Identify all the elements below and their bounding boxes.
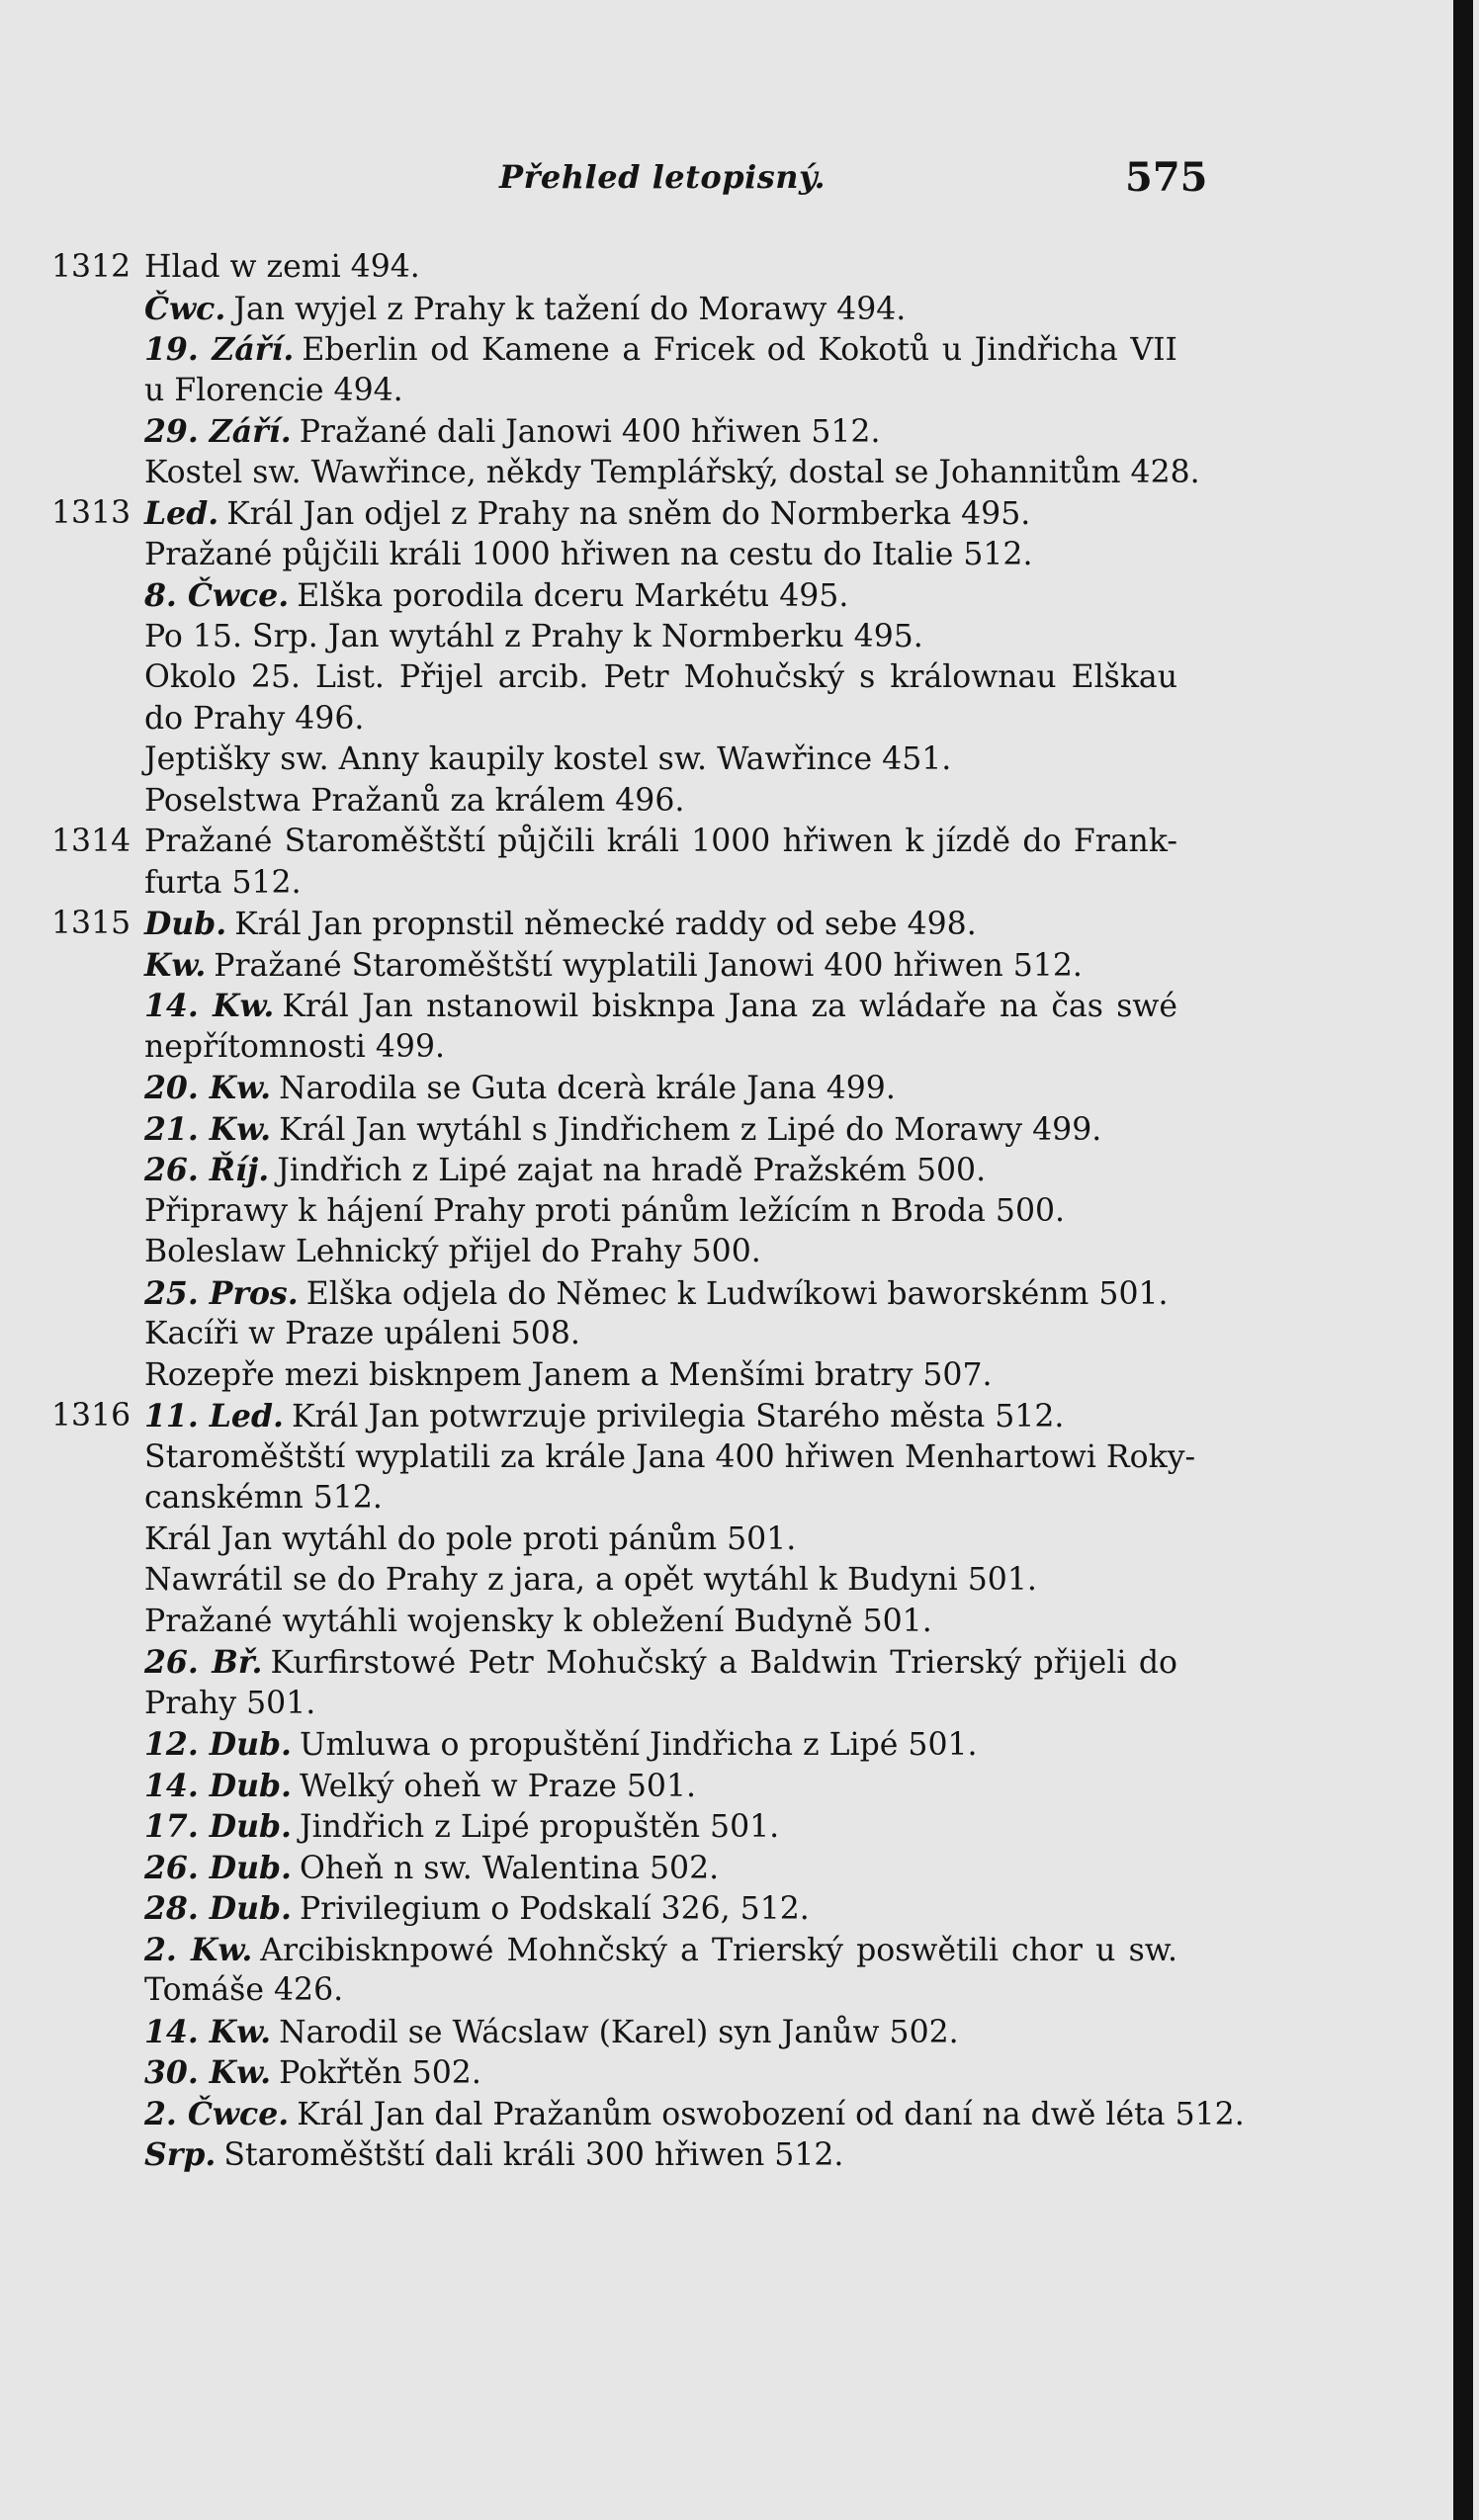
year-label: 1312 [51,249,131,285]
entry-text [144,699,1177,740]
annal-line [0,1848,1479,1889]
entry-date: 11. Led. [144,1398,284,1434]
entry-body: Král Jan wytáhl do pole proti pánům 501. [144,1521,797,1557]
entry-date: 26. Bř. [144,1644,263,1681]
entry-body: do Prahy 496. [144,700,365,737]
page-number: 575 [1125,154,1208,201]
entry-body: canskémn 512. [144,1480,383,1516]
entry-body: Král Jan odjel z Prahy na sněm do Normberka 495. [226,496,1031,532]
entry-date: 20. Kw. [144,1070,272,1106]
entry-body: Boleslaw Lehnický přijel do Prahy 500. [144,1234,761,1269]
annal-line [0,699,1479,740]
annals-list [0,247,1479,2176]
entry-body: Pražané Staroměštští půjčili králi 1000 hřiwen k jízdě do Frank- [144,824,1177,859]
entry-text [144,1068,1177,1110]
annal-line [0,1724,1479,1766]
entry-body: Jindřich z Lipé propuštěn 501. [299,1809,780,1845]
entry-text [144,1766,1177,1808]
annal-line [0,1150,1479,1191]
annal-line [0,493,1479,535]
entry-date: Dub. [144,906,227,942]
entry-text [144,617,1177,658]
entry-body: furta 512. [144,864,302,901]
annal-line [0,781,1479,823]
entry-text [144,1970,1177,2012]
entry-text [144,1191,1177,1233]
entry-date: Kw. [144,946,207,984]
entry-body: Elška porodila dceru Markétu 495. [297,578,849,614]
entry-text [144,1806,1177,1849]
entry-text [144,1478,1177,1520]
entry-body: Kostel sw. Wawřince, někdy Templářský, dostal se Johannitům 428. [144,454,1200,490]
page-title: Přehled letopisný. [499,158,826,196]
entry-date: 2. Kw. [144,1931,253,1968]
entry-date: 12. Dub. [144,1726,292,1763]
year-label: 1314 [51,824,131,859]
annal-line [0,1478,1479,1520]
annal-line [0,535,1479,576]
annal-line [0,453,1479,494]
entry-text [144,657,1177,699]
entry-body: Staroměštští wyplatili za krále Jana 400 hřiwen Menhartowi Roky- [144,1438,1196,1475]
entry-text [144,2012,1177,2054]
entry-text [144,739,1177,781]
annal-line [0,2012,1479,2053]
annal-line [0,1520,1479,1561]
entry-body: Hlad w zemi 494. [144,249,420,285]
running-head [0,154,1479,217]
annal-line [0,1314,1479,1355]
annal-line [0,2134,1479,2176]
entry-text [144,2134,1177,2177]
entry-date: 26. Říj. [144,1152,270,1188]
entry-body: Připrawy k hájení Prahy proti pánům ležícím n Broda 500. [144,1192,1066,1229]
entry-body: Pražané Staroměštští wyplatili Janowi 400 hřiwen 512. [214,947,1083,984]
entry-date: 28. Dub. [144,1890,292,1927]
entry-text [144,1848,1177,1890]
entry-body: Tomáše 426. [144,1972,344,2008]
entry-body: Welký oheň w Praze 501. [299,1768,696,1804]
entry-text [144,1314,1177,1355]
annal-line [0,1068,1479,1109]
entry-body: Staroměštští dali králi 300 hřiwen 512. [223,2137,844,2173]
entry-date: 17. Dub. [144,1808,292,1845]
annal-line [0,329,1479,371]
entry-date: 2. Čwce. [144,2095,290,2132]
entry-date: Srp. [144,2136,217,2173]
entry-body: Umluwa o propuštění Jindřicha z Lipé 501. [299,1727,978,1763]
entry-body: Arcibisknpowé Mohnčský a Trierský poswětili chor u sw. [260,1932,1177,1968]
year-label: 1315 [51,906,131,941]
entry-date: 14. Kw. [144,988,275,1024]
entry-text [144,945,1177,988]
entry-text [144,1150,1177,1192]
annal-line [0,575,1479,617]
entry-body: Poselstwa Pražanů za králem 496. [144,782,685,819]
entry-body: Nawrátil se do Prahy z jara, a opět wytáhl k Budyni 501. [144,1562,1037,1598]
entry-body: Oheň n sw. Walentina 502. [299,1850,720,1886]
entry-text [144,247,1177,289]
entry-body: Po 15. Srp. Jan wytáhl z Prahy k Normberku 495. [144,618,923,654]
entry-text [144,2052,1177,2095]
entry-text [144,1027,1177,1069]
annal-line [0,822,1479,863]
entry-body: u Florencie 494. [144,372,403,408]
annal-line [0,411,1479,453]
entry-text [144,822,1177,863]
entry-date: Led. [144,495,219,532]
annal-line [0,1970,1479,2012]
annal-line [0,1560,1479,1602]
entry-text [144,453,1200,494]
entry-text [144,535,1177,576]
entry-text [144,904,1177,946]
entry-date: 29. Září. [144,413,292,450]
entry-text [144,371,1177,412]
annal-line [0,1888,1479,1930]
annal-line [0,1232,1479,1273]
entry-body: Pražané wytáhli wojensky k obležení Budyně 501. [144,1603,932,1639]
entry-text [144,1520,1177,1561]
entry-date: 19. Září. [144,331,295,368]
entry-body: Rozepře mezi bisknpem Janem a Menšími bratry 507. [144,1356,993,1393]
entry-body: Privilegium o Podskalí 326, 512. [299,1891,810,1927]
annal-line [0,1396,1479,1437]
entry-text [144,1109,1177,1152]
annal-line [0,1766,1479,1807]
entry-body: Narodila se Guta dcerà krále Jana 499. [279,1071,896,1106]
entry-text [144,1355,1177,1397]
entry-body: Jeptišky sw. Anny kaupily kostel sw. Wawřince 451. [144,741,952,777]
entry-body: Král Jan potwrzuje privilegia Starého města 512. [291,1399,1065,1434]
entry-date: 25. Pros. [144,1274,299,1312]
entry-text [144,1888,1177,1931]
annal-line [0,1027,1479,1069]
entry-text [144,493,1177,536]
annal-line [0,1355,1479,1397]
entry-body: Kacíři w Praze upáleni 508. [144,1316,580,1351]
annal-line [0,289,1479,330]
entry-text [144,863,1177,905]
entry-text [144,1602,1177,1643]
entry-text [144,1273,1177,1316]
annal-line [0,1806,1479,1848]
entry-text [144,2094,1245,2136]
entry-text [144,1232,1177,1273]
entry-text [144,1930,1177,1972]
entry-date: 14. Dub. [144,1767,292,1804]
entry-body: Kurfirstowé Petr Mohučský a Baldwin Trierský přijeli do [270,1645,1177,1681]
entry-text [144,1560,1177,1602]
annal-line [0,904,1479,945]
entry-text [144,1724,1177,1767]
entry-body: nepřítomnosti 499. [144,1028,446,1065]
annal-line [0,1642,1479,1684]
entry-text [144,575,1177,618]
entry-text [144,329,1177,372]
entry-body: Narodil se Wácslaw (Karel) syn Janůw 502. [279,2014,959,2050]
entry-date: 26. Dub. [144,1849,292,1886]
annal-line [0,1684,1479,1725]
entry-body: Okolo 25. List. Přijel arcib. Petr Mohučský s králownau Elškau [144,659,1177,695]
entry-body: Jindřich z Lipé zajat na hradě Pražském 500. [277,1153,987,1188]
annal-line [0,657,1479,699]
entry-text [144,411,1177,454]
annal-line [0,1191,1479,1233]
annal-line [0,2094,1479,2135]
entry-date: 14. Kw. [144,2013,272,2050]
entry-date: 21. Kw. [144,1110,272,1148]
annal-line [0,1930,1479,1971]
entry-text [144,986,1177,1028]
entry-text [144,1437,1196,1479]
entry-body: Eberlin od Kamene a Fricek od Kokotů u Jindřicha VII [302,332,1177,368]
entry-body: Pražané dali Janowi 400 hřiwen 512. [299,414,881,450]
annal-line [0,1437,1479,1479]
entry-date: 8. Čwce. [144,577,290,614]
entry-date: 30. Kw. [144,2054,272,2091]
annal-line [0,617,1479,658]
annal-line [0,247,1479,289]
year-label: 1316 [51,1398,131,1434]
annal-line [0,945,1479,987]
year-label: 1313 [51,495,131,531]
annal-line [0,739,1479,781]
entry-text [144,289,1177,331]
entry-text [144,1642,1177,1685]
entry-body: Elška odjela do Němec k Ludwíkowi baworskénm 501. [305,1275,1169,1312]
entry-body: Král Jan nstanowil bisknpa Jana za wládaře na čas swé [282,989,1177,1024]
entry-date: Čwc. [144,290,226,327]
entry-body: Pokřtěn 502. [279,2055,481,2091]
entry-body: Jan wyjel z Prahy k tažení do Morawy 494. [233,291,907,327]
annal-line [0,986,1479,1027]
annal-line [0,2052,1479,2094]
annal-line [0,1602,1479,1643]
entry-body: Král Jan propnstil německé raddy od sebe 498. [234,907,977,942]
entry-body: Král Jan dal Pražanům oswobození od daní na dwě léta 512. [297,2096,1245,2132]
annal-line [0,863,1479,905]
entry-text [144,1684,1177,1725]
entry-body: Pražané půjčili králi 1000 hřiwen na cestu do Italie 512. [144,536,1033,572]
entry-body: Král Jan wytáhl s Jindřichem z Lipé do Morawy 499. [279,1111,1102,1148]
entry-body: Prahy 501. [144,1685,316,1721]
annal-line [0,1273,1479,1315]
annal-line [0,371,1479,412]
entry-text [144,781,1177,823]
annal-line [0,1109,1479,1151]
entry-text [144,1396,1177,1438]
